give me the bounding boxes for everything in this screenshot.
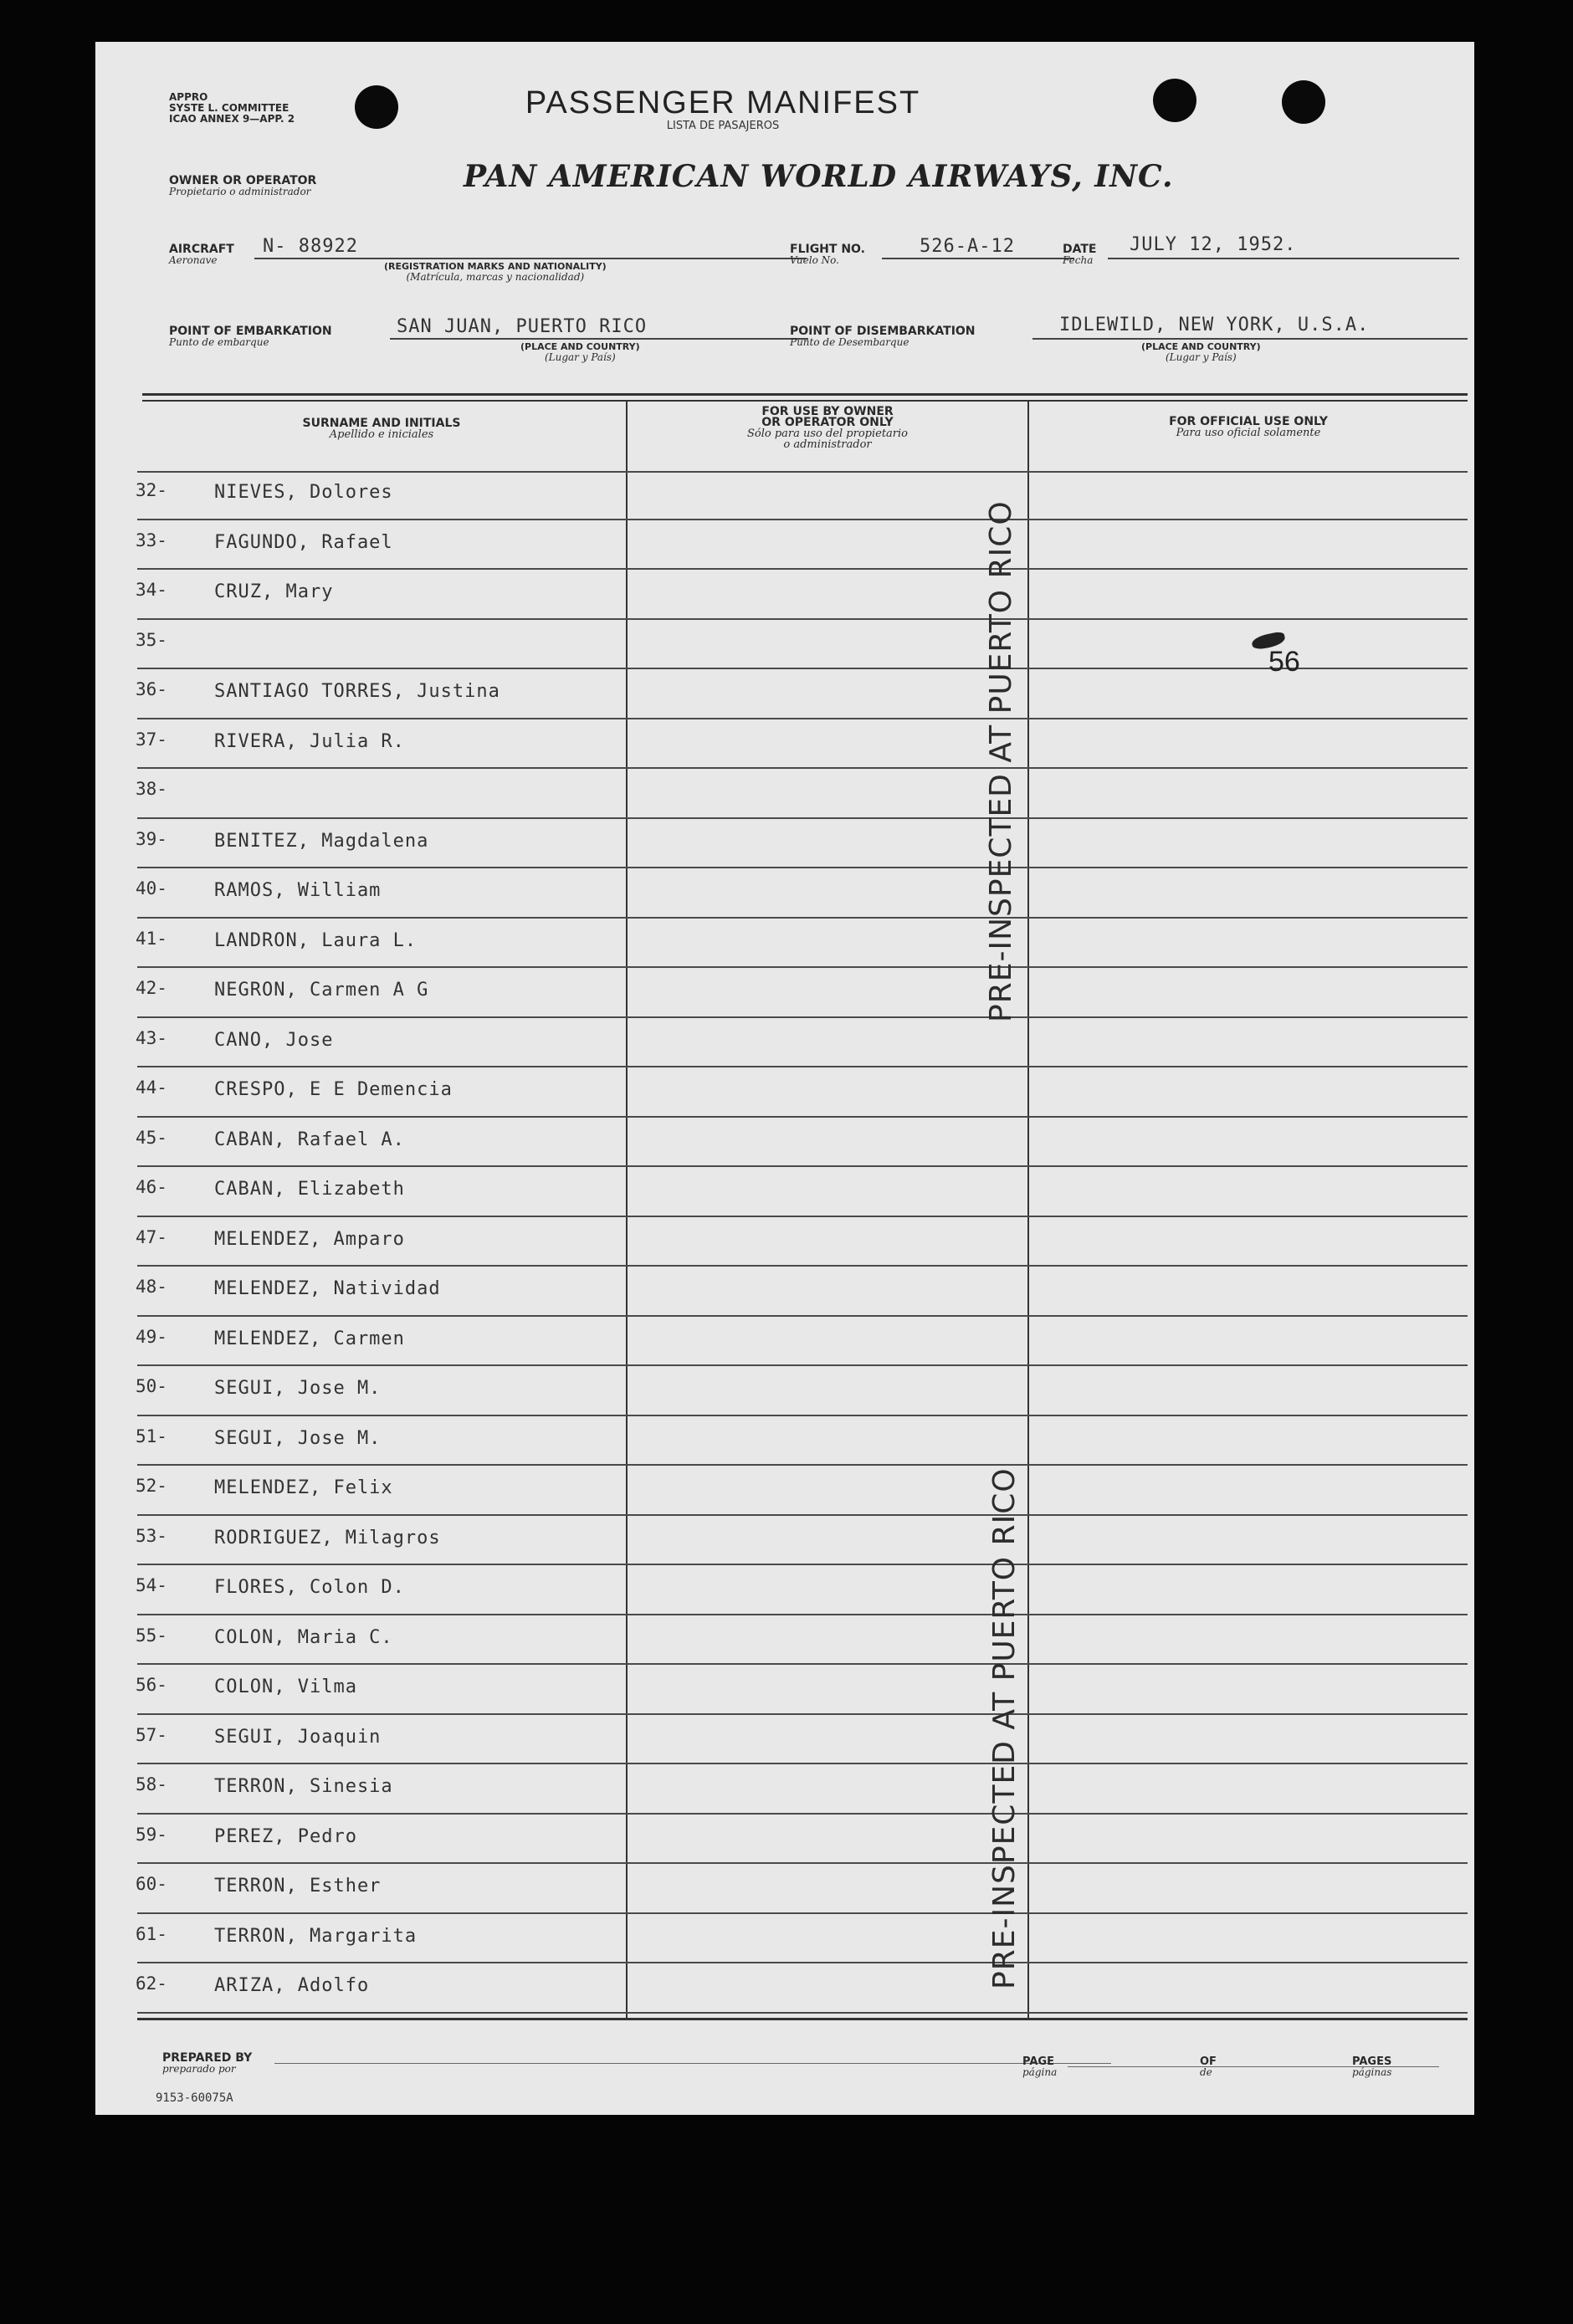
row-number: 46- xyxy=(136,1177,167,1197)
column-header-operator xyxy=(628,407,1027,450)
passenger-name: TERRON, Margarita xyxy=(214,1925,418,1947)
row-number: 40- xyxy=(136,878,167,898)
passenger-name: CABAN, Elizabeth xyxy=(214,1179,405,1200)
row-separator xyxy=(137,1415,1468,1416)
embark-label: POINT OF EMBARKATION xyxy=(169,325,332,338)
manifest-sheet xyxy=(95,42,1474,2115)
flight-label-es: Vuelo No. xyxy=(790,254,839,266)
row-separator xyxy=(137,1514,1468,1516)
prepared-by-label-es: preparado por xyxy=(162,2063,236,2075)
aircraft-value: N- 88922 xyxy=(263,236,358,257)
row-number: 57- xyxy=(136,1724,167,1745)
table-top-rule xyxy=(142,393,1468,396)
row-separator xyxy=(137,767,1468,769)
row-separator xyxy=(137,1962,1468,1963)
row-number: 44- xyxy=(136,1078,167,1098)
row-separator xyxy=(137,1165,1468,1167)
column-header-label-es: Apellido e iniciales xyxy=(329,428,434,441)
passenger-name: TERRON, Esther xyxy=(214,1876,382,1897)
column-divider xyxy=(626,400,628,2019)
aircraft-label: AIRCRAFT xyxy=(169,243,234,256)
row-separator xyxy=(137,867,1468,868)
row-number: 35- xyxy=(136,629,167,650)
passenger-name: ARIZA, Adolfo xyxy=(214,1975,370,1996)
flight-underline xyxy=(882,258,1074,259)
column-header-label: FOR OFFICIAL USE ONLY xyxy=(1169,415,1328,428)
row-number: 51- xyxy=(136,1426,167,1446)
row-separator xyxy=(137,718,1468,719)
page-label-es: página xyxy=(1022,2066,1058,2078)
date-label-es: Fecha xyxy=(1063,254,1094,266)
passenger-name: RIVERA, Julia R. xyxy=(214,730,405,752)
row-separator xyxy=(137,1862,1468,1864)
row-separator xyxy=(137,1713,1468,1715)
flight-value: 526-A-12 xyxy=(920,236,1015,257)
passenger-name: MELENDEZ, Felix xyxy=(214,1477,393,1498)
row-separator xyxy=(137,1016,1468,1018)
row-separator xyxy=(137,917,1468,919)
form-number: 9153-60075A xyxy=(156,2091,233,2105)
row-number: 36- xyxy=(136,679,167,699)
passenger-name: LANDRON, Laura L. xyxy=(214,929,418,951)
registration-note-es: (Matrícula, marcas y nacionalidad) xyxy=(406,271,585,283)
punch-hole xyxy=(1282,80,1325,124)
row-number: 38- xyxy=(136,779,167,799)
row-separator xyxy=(137,1066,1468,1067)
passenger-name: NIEVES, Dolores xyxy=(214,482,393,503)
row-separator xyxy=(137,1464,1468,1466)
row-separator xyxy=(137,1216,1468,1217)
column-header-label-es: Sólo para uso del propietario xyxy=(746,427,909,440)
row-number: 58- xyxy=(136,1774,167,1794)
row-number: 50- xyxy=(136,1376,167,1396)
row-number: 45- xyxy=(136,1127,167,1148)
punch-hole xyxy=(1153,79,1196,122)
of-label-block xyxy=(1200,2056,1217,2078)
pages-label: PAGES xyxy=(1352,2055,1392,2068)
row-number: 60- xyxy=(136,1874,167,1894)
disembark-underline xyxy=(1032,338,1468,340)
pre-inspected-stamp: PRE-INSPECTED AT PUERTO RICO xyxy=(984,500,1018,1022)
disembark-note-block xyxy=(1141,341,1261,363)
aircraft-label-es: Aeronave xyxy=(169,254,218,266)
passenger-name: RODRIGUEZ, Milagros xyxy=(214,1527,441,1548)
pages-line xyxy=(1225,2066,1439,2067)
flight-label-block xyxy=(790,244,865,266)
official-note: 56 xyxy=(1268,646,1300,678)
row-number: 33- xyxy=(136,530,167,550)
table-top-rule xyxy=(142,400,1468,402)
embark-note-es: (Lugar y País) xyxy=(544,351,616,363)
owner-label-es: Propietario o administrador xyxy=(169,186,311,197)
passenger-name: COLON, Vilma xyxy=(214,1676,357,1697)
passenger-name: CRUZ, Mary xyxy=(214,581,334,602)
registration-note: (REGISTRATION MARKS AND NATIONALITY) xyxy=(384,261,607,272)
passenger-name: BENITEZ, Magdalena xyxy=(214,830,429,852)
row-number: 43- xyxy=(136,1027,167,1048)
row-number: 41- xyxy=(136,928,167,949)
embark-note: (PLACE AND COUNTRY) xyxy=(520,341,640,352)
column-header-label: OR OPERATOR ONLY xyxy=(761,416,894,429)
row-number: 47- xyxy=(136,1226,167,1247)
date-value: JULY 12, 1952. xyxy=(1130,234,1297,255)
row-number: 48- xyxy=(136,1277,167,1297)
date-label: DATE xyxy=(1063,243,1097,256)
owner-label-block xyxy=(169,176,316,197)
column-divider xyxy=(1027,400,1029,2019)
row-number: 56- xyxy=(136,1675,167,1695)
passenger-name: SEGUI, Jose M. xyxy=(214,1427,382,1449)
column-header-label-es: o administrador xyxy=(783,438,872,451)
prepared-by-label: PREPARED BY xyxy=(162,2051,253,2065)
passenger-name: CANO, Jose xyxy=(214,1029,334,1051)
row-number: 49- xyxy=(136,1326,167,1347)
row-separator xyxy=(137,817,1468,819)
date-underline xyxy=(1108,258,1459,259)
embark-label-block xyxy=(169,326,332,348)
row-number: 32- xyxy=(136,480,167,500)
pre-inspected-stamp: PRE-INSPECTED AT PUERTO RICO xyxy=(987,1467,1022,1989)
passenger-name: MELENDEZ, Amparo xyxy=(214,1228,405,1250)
row-separator xyxy=(137,1564,1468,1565)
disembark-note-es: (Lugar y País) xyxy=(1165,351,1237,363)
row-separator xyxy=(137,1614,1468,1615)
page-subtitle: LISTA DE PASAJEROS xyxy=(666,120,780,132)
row-number: 55- xyxy=(136,1625,167,1646)
passenger-name: PEREZ, Pedro xyxy=(214,1825,357,1847)
punch-hole xyxy=(355,85,398,129)
row-separator xyxy=(137,1763,1468,1764)
disembark-note: (PLACE AND COUNTRY) xyxy=(1141,341,1261,352)
passenger-name: SEGUI, Joaquin xyxy=(214,1726,382,1748)
pages-label-block xyxy=(1352,2056,1391,2078)
passenger-name: NEGRON, Carmen A G xyxy=(214,980,429,1001)
row-separator xyxy=(137,1663,1468,1665)
flight-label: FLIGHT NO. xyxy=(790,243,865,256)
passenger-name: SEGUI, Jose M. xyxy=(214,1378,382,1399)
column-header-label: SURNAME AND INITIALS xyxy=(302,417,461,430)
row-number: 37- xyxy=(136,729,167,750)
page-label: PAGE xyxy=(1022,2055,1054,2068)
prepared-by-block xyxy=(162,2053,252,2075)
stamp-line: SYSTE L. COMMITTEE xyxy=(169,102,289,114)
column-header-label: FOR USE BY OWNER xyxy=(761,405,894,418)
passenger-name: RAMOS, William xyxy=(214,880,382,901)
pages-label-es: páginas xyxy=(1352,2066,1392,2078)
row-number: 39- xyxy=(136,828,167,849)
table-bottom-rule xyxy=(137,2018,1468,2020)
row-separator xyxy=(137,966,1468,968)
title-block xyxy=(522,85,924,132)
disembark-value: IDLEWILD, NEW YORK, U.S.A. xyxy=(1059,315,1370,335)
page-title: PASSENGER MANIFEST xyxy=(525,85,921,120)
row-number: 59- xyxy=(136,1824,167,1845)
row-separator xyxy=(137,1813,1468,1815)
disembark-label-es: Punto de Desembarque xyxy=(790,336,909,348)
page-label-block xyxy=(1022,2056,1057,2078)
passenger-name: MELENDEZ, Natividad xyxy=(214,1278,441,1299)
row-separator xyxy=(137,1116,1468,1118)
date-label-block xyxy=(1063,244,1096,266)
operator-name: PAN AMERICAN WORLD AIRWAYS, INC. xyxy=(464,159,1174,194)
row-number: 61- xyxy=(136,1923,167,1944)
row-separator xyxy=(137,1912,1468,1914)
aircraft-underline xyxy=(254,258,807,259)
passenger-name: FAGUNDO, Rafael xyxy=(214,531,393,553)
passenger-name: SANTIAGO TORRES, Justina xyxy=(214,681,500,702)
passenger-name: FLORES, Colon D. xyxy=(214,1577,405,1598)
row-separator xyxy=(137,519,1468,520)
row-number: 54- xyxy=(136,1575,167,1595)
row-separator xyxy=(137,1364,1468,1366)
column-header-surname xyxy=(137,418,626,440)
passenger-name: CABAN, Rafael A. xyxy=(214,1129,405,1150)
row-number: 42- xyxy=(136,978,167,998)
prepared-by-line xyxy=(274,2063,1111,2064)
row-number: 53- xyxy=(136,1525,167,1546)
row-number: 62- xyxy=(136,1973,167,1994)
of-label-es: de xyxy=(1200,2066,1212,2078)
row-number: 34- xyxy=(136,580,167,600)
registration-note-block xyxy=(384,261,607,283)
embark-note-block xyxy=(520,341,640,363)
stamp-line: APPRO xyxy=(169,91,208,103)
row-separator xyxy=(137,618,1468,620)
embark-underline xyxy=(390,338,808,340)
row-separator xyxy=(137,568,1468,570)
passenger-name: MELENDEZ, Carmen xyxy=(214,1328,405,1349)
of-label: OF xyxy=(1200,2055,1217,2068)
row-separator xyxy=(137,2012,1468,2014)
row-separator xyxy=(137,471,1468,473)
disembark-label: POINT OF DISEMBARKATION xyxy=(790,325,976,338)
column-header-official xyxy=(1029,417,1468,438)
embark-value: SAN JUAN, PUERTO RICO xyxy=(397,316,648,337)
row-number: 52- xyxy=(136,1476,167,1496)
passenger-name: CRESPO, E E Demencia xyxy=(214,1079,453,1100)
passenger-name: TERRON, Sinesia xyxy=(214,1776,393,1797)
row-separator xyxy=(137,1315,1468,1317)
owner-label: OWNER OR OPERATOR xyxy=(169,174,317,187)
embark-label-es: Punto de embarque xyxy=(169,336,269,348)
aircraft-label-block xyxy=(169,244,234,266)
row-separator xyxy=(137,1265,1468,1267)
passenger-name: COLON, Maria C. xyxy=(214,1626,393,1648)
stamp-line: ICAO ANNEX 9—APP. 2 xyxy=(169,113,295,125)
column-header-label-es: Para uso oficial solamente xyxy=(1176,427,1321,439)
disembark-label-block xyxy=(790,326,976,348)
form-approval-stamp xyxy=(169,92,295,125)
